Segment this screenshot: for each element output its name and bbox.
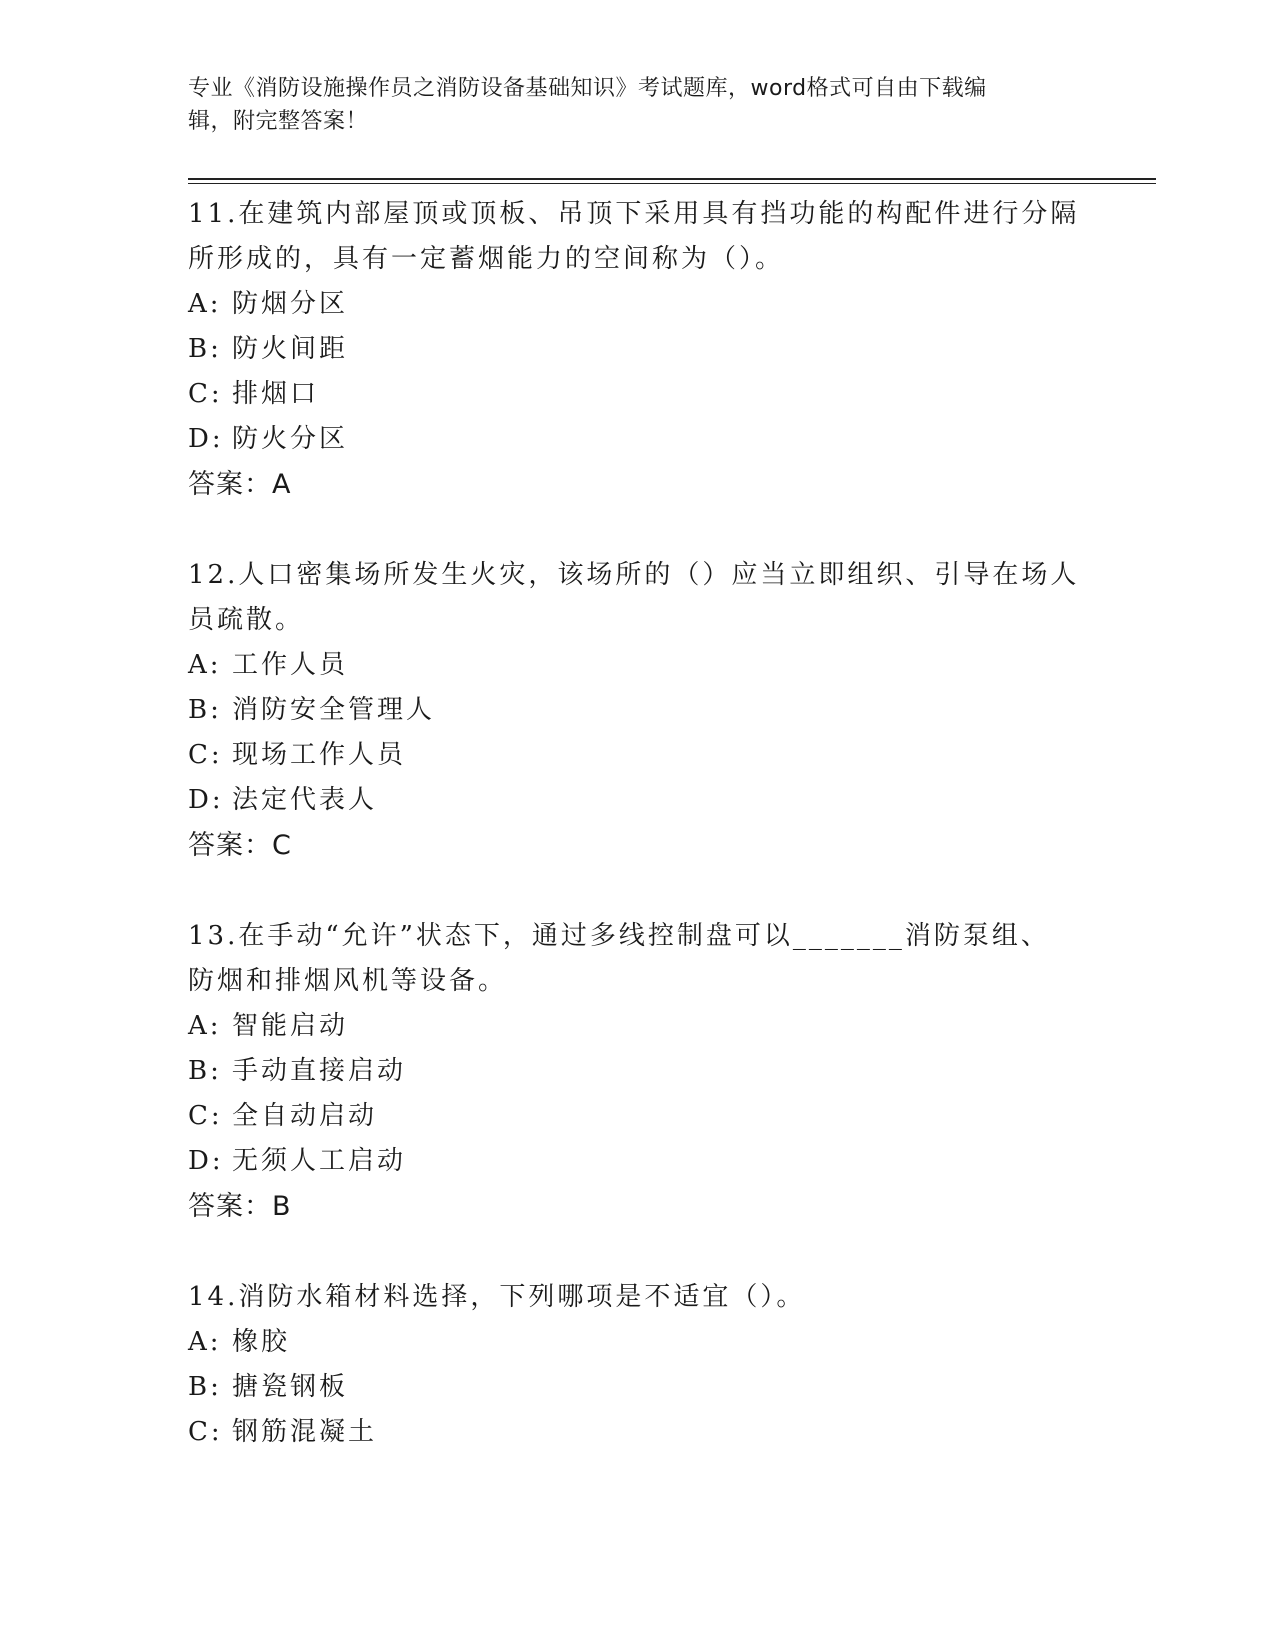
option-b — [188, 1049, 1088, 1094]
question-stem — [188, 1273, 1088, 1320]
question-stem-line: 14.消防水箱材料选择，下列哪项是不适宜（）。 — [188, 1282, 806, 1312]
answer: 答案：C — [188, 830, 292, 861]
option-text: 钢筋混凝土 — [232, 1417, 378, 1447]
option-text: 防烟分区 — [232, 289, 349, 319]
option-letter: A: — [188, 1327, 222, 1357]
option-letter: B: — [188, 695, 222, 725]
option-text: 搪瓷钢板 — [232, 1372, 349, 1402]
header-line-1: 专业《消防设施操作员之消防设备基础知识》考试题库，word格式可自由下载编 — [188, 76, 987, 101]
question-stem-line: 所形成的，具有一定蓄烟能力的空间称为（）。 — [188, 244, 785, 274]
option-text: 现场工作人员 — [232, 740, 407, 770]
option-text: 排烟口 — [232, 379, 320, 409]
option-text: 消防安全管理人 — [232, 695, 436, 725]
option-letter: D: — [188, 424, 224, 454]
option-letter: A: — [188, 1011, 222, 1041]
question-stem — [188, 551, 1088, 643]
option-d — [188, 778, 1088, 823]
header-divider-thin — [188, 183, 1156, 184]
option-letter: B: — [188, 1056, 222, 1086]
option-letter: C: — [188, 740, 223, 770]
option-c — [188, 1094, 1088, 1139]
option-text: 全自动启动 — [232, 1101, 378, 1131]
answer: 答案：A — [188, 469, 292, 500]
option-d — [188, 1139, 1088, 1184]
option-b — [188, 1365, 1088, 1410]
question-12 — [188, 551, 1088, 868]
option-text: 防火间距 — [232, 334, 349, 364]
option-a — [188, 1320, 1088, 1365]
option-text: 工作人员 — [232, 650, 349, 680]
option-letter: D: — [188, 1146, 224, 1176]
question-14 — [188, 1273, 1088, 1455]
option-text: 智能启动 — [232, 1011, 349, 1041]
option-a — [188, 1004, 1088, 1049]
option-a — [188, 282, 1088, 327]
question-stem-line: 防烟和排烟风机等设备。 — [188, 966, 508, 996]
option-b — [188, 688, 1088, 733]
question-list — [188, 190, 1088, 1499]
option-c — [188, 372, 1088, 417]
document-header — [188, 72, 1068, 138]
option-text: 手动直接启动 — [232, 1056, 407, 1086]
option-letter: B: — [188, 1372, 222, 1402]
option-c — [188, 1410, 1088, 1455]
question-11 — [188, 190, 1088, 507]
option-d — [188, 417, 1088, 462]
option-letter: C: — [188, 379, 223, 409]
option-text: 无须人工启动 — [232, 1146, 407, 1176]
option-letter: A: — [188, 289, 222, 319]
option-letter: D: — [188, 785, 224, 815]
option-letter: C: — [188, 1101, 223, 1131]
header-divider-thick — [188, 178, 1156, 180]
question-stem-line: 12.人口密集场所发生火灾，该场所的（）应当立即组织、引导在场人 — [188, 560, 1080, 590]
option-letter: C: — [188, 1417, 223, 1447]
question-stem-line: 13.在手动“允许”状态下，通过多线控制盘可以_______消防泵组、 — [188, 921, 1050, 951]
question-stem — [188, 912, 1088, 1004]
option-letter: A: — [188, 650, 222, 680]
option-a — [188, 643, 1088, 688]
question-stem-line: 员疏散。 — [188, 605, 305, 635]
question-stem-line: 11.在建筑内部屋顶或顶板、吊顶下采用具有挡功能的构配件进行分隔 — [188, 199, 1080, 229]
question-stem — [188, 190, 1088, 282]
option-text: 防火分区 — [232, 424, 349, 454]
answer: 答案：B — [188, 1191, 292, 1222]
header-line-2: 辑，附完整答案！ — [188, 109, 369, 134]
option-b — [188, 327, 1088, 372]
option-text: 法定代表人 — [232, 785, 378, 815]
option-c — [188, 733, 1088, 778]
question-13 — [188, 912, 1088, 1229]
option-text: 橡胶 — [232, 1327, 291, 1357]
option-letter: B: — [188, 334, 222, 364]
